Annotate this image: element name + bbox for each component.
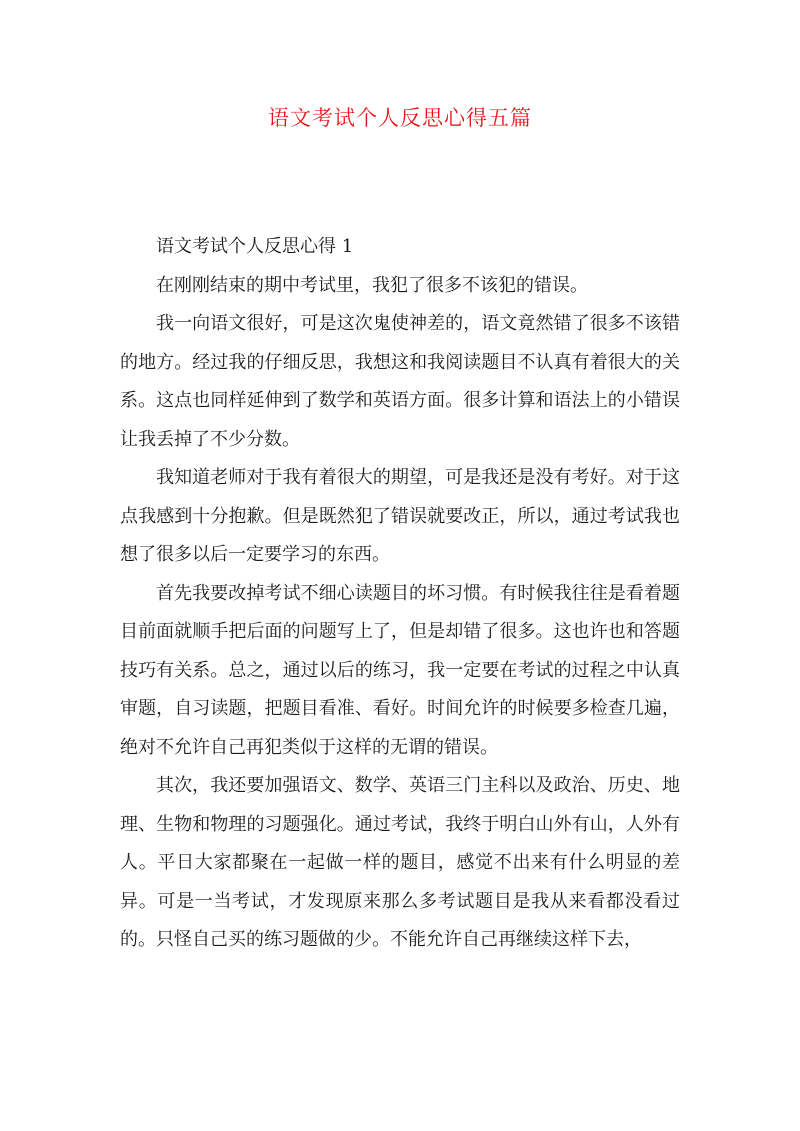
- paragraph: 在刚刚结束的期中考试里，我犯了很多不该犯的错误。: [156, 274, 588, 296]
- paragraph: 首先我要改掉考试不细心读题目的坏习惯。有时候我往往是看着题目前面就顺手把后面的问题写上了，但是却错了很多。这也许也和答题技巧有关系。总之，通过以后的练习，我一定要在考试的过程之中认真审题，自习读题，把题目看准、看好。时间允许的时候要多检查几遍，绝对不允许自己再犯类似于这样的无谓的错误。: [120, 582, 680, 758]
- document-title: 语文考试个人反思心得五篇: [268, 106, 532, 130]
- section-heading: 语文考试个人反思心得 1: [156, 236, 354, 257]
- paragraph: 我知道老师对于我有着很大的期望，可是我还是没有考好。对于这点我感到十分抱歉。但是既然犯了错误就要改正，所以，通过考试我也想了很多以后一定要学习的东西。: [120, 467, 680, 565]
- paragraph: 我一向语文很好，可是这次鬼使神差的，语文竟然错了很多不该错的地方。经过我的仔细反思，我想这和我阅读题目不认真有着很大的关系。这点也同样延伸到了数学和英语方面。很多计算和语法上的小错误让我丢掉了不少分数。: [120, 313, 680, 450]
- document-body: [120, 228, 680, 960]
- paragraph: 其次，我还要加强语文、数学、英语三门主科以及政治、历史、地理、生物和物理的习题强化。通过考试，我终于明白山外有山，人外有人。平日大家都聚在一起做一样的题目，感觉不出来有什么明显的差异。可是一当考试，才发现原来那么多考试题目是我从来看都没看过的。只怪自己买的练习题做的少。不能允许自己再继续这样下去，: [120, 775, 680, 950]
